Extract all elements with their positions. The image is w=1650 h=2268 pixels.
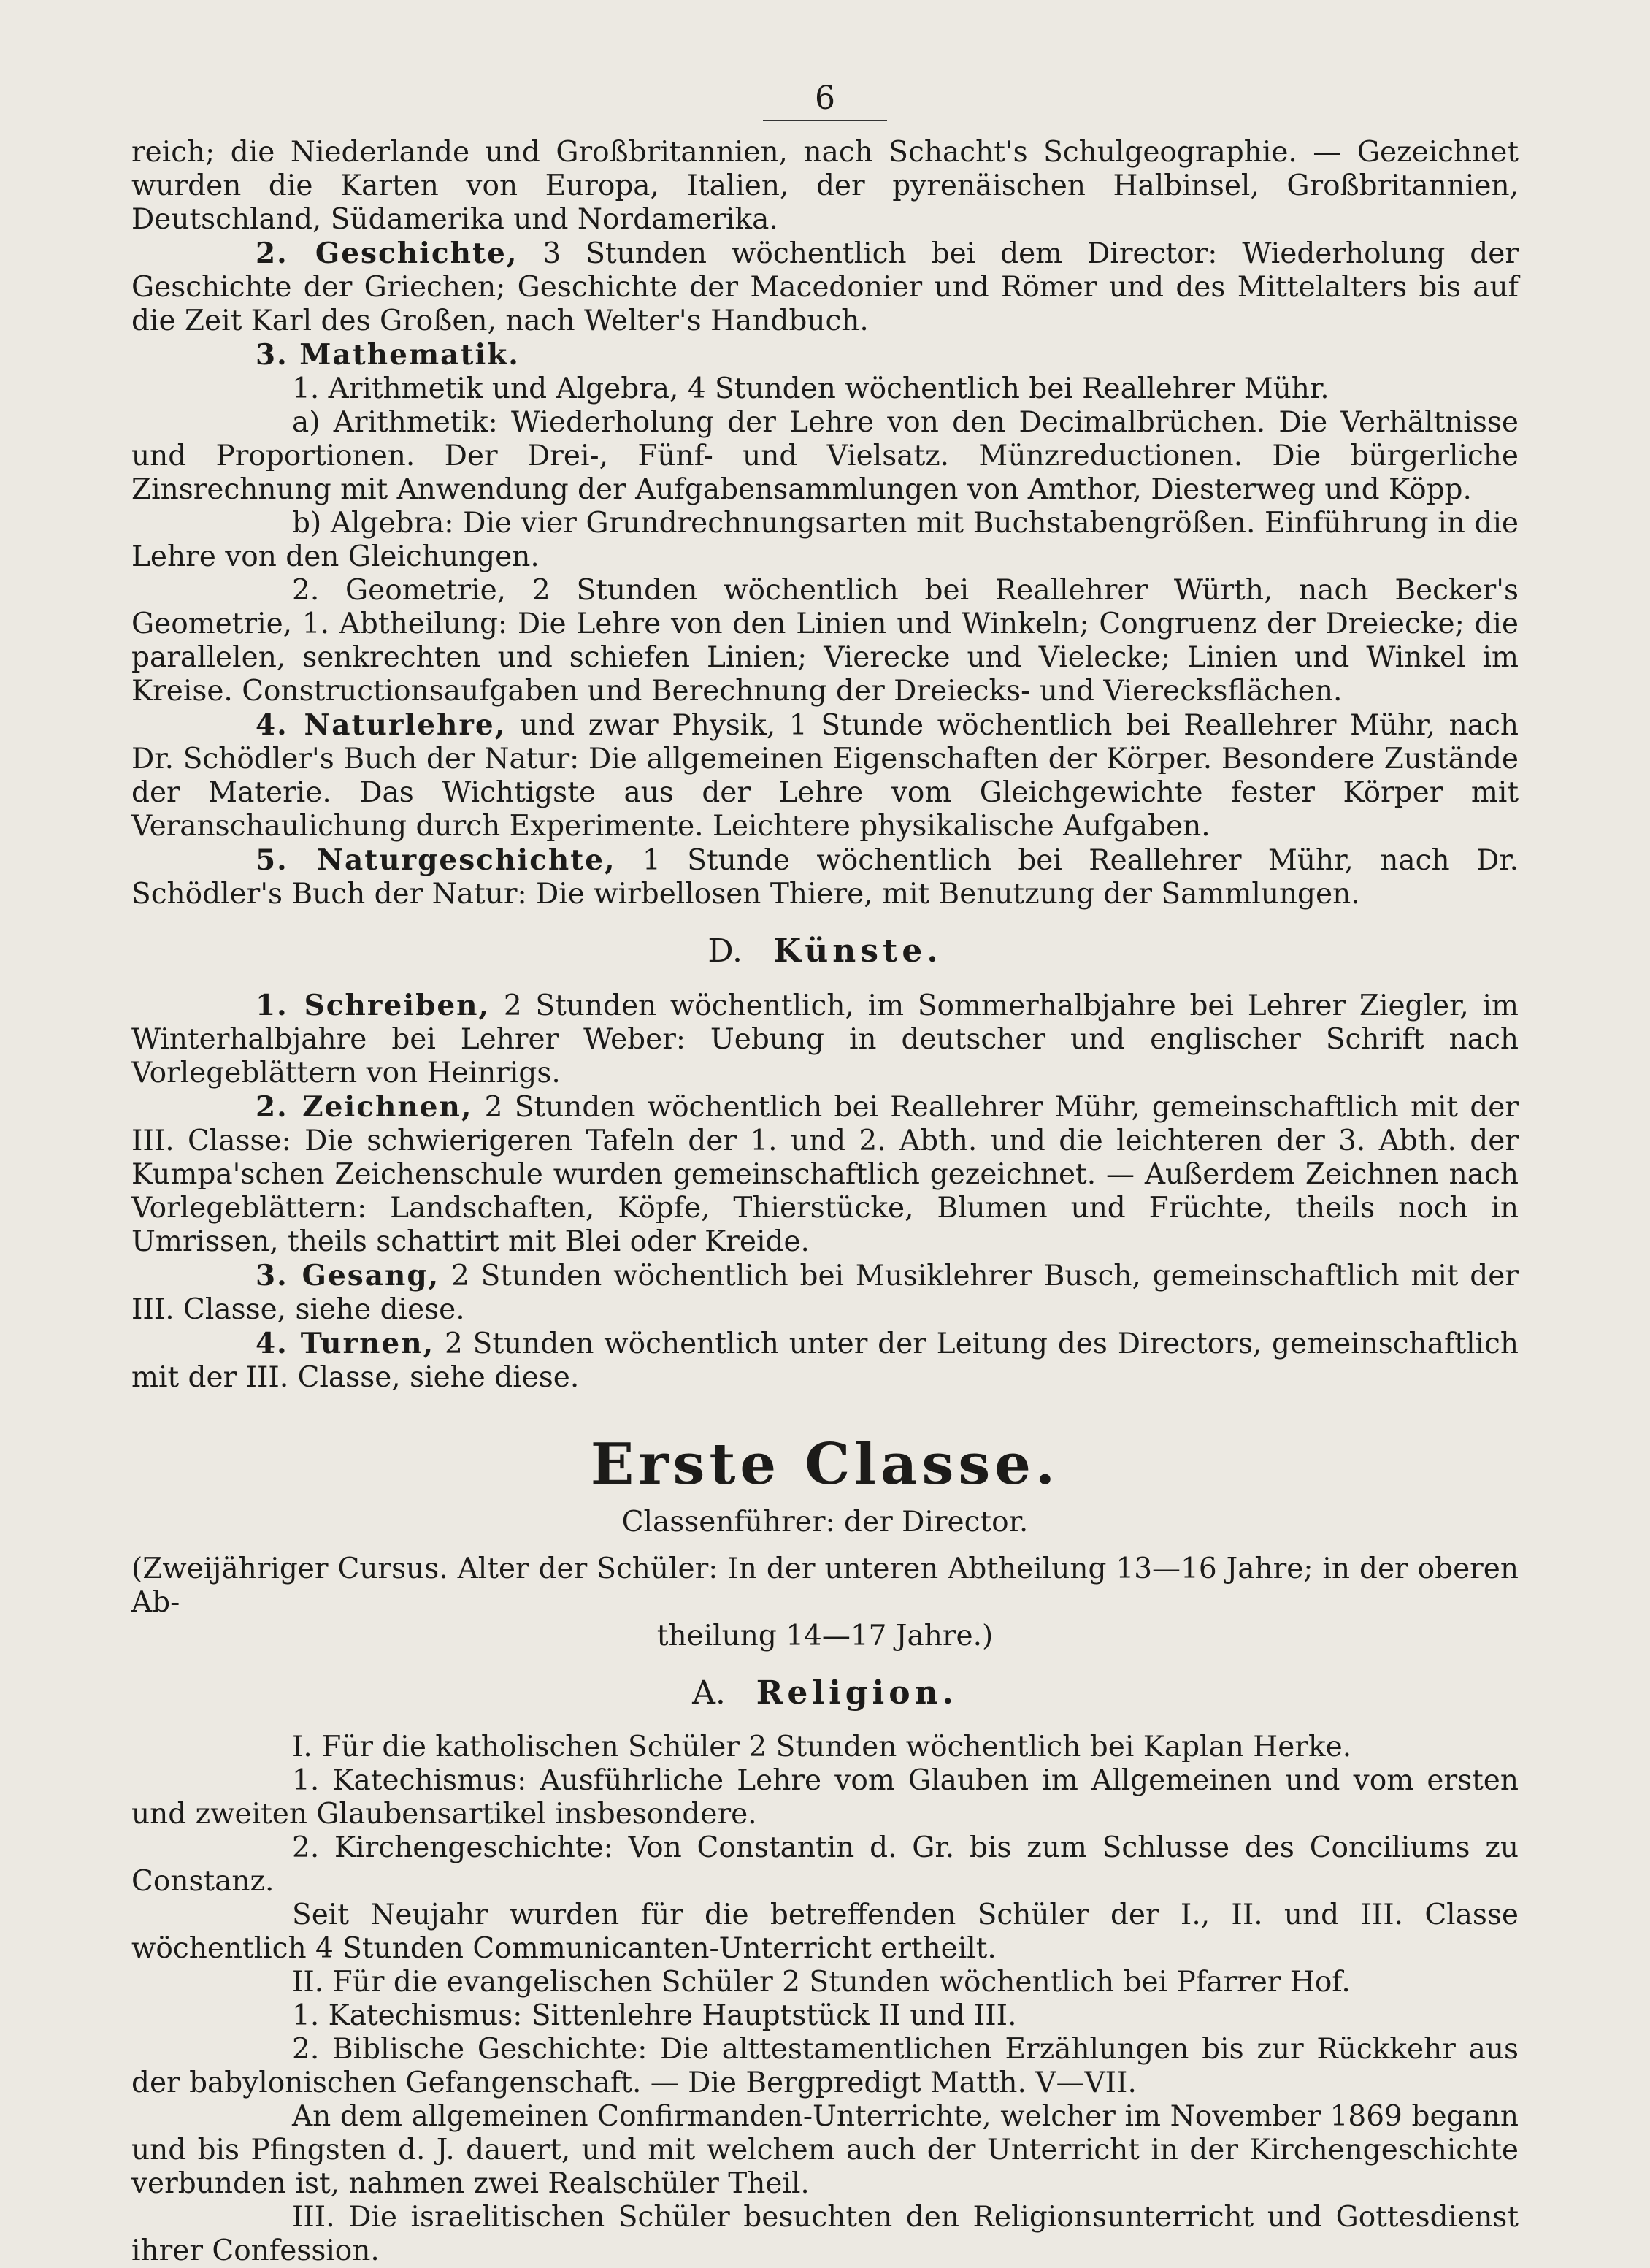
text-naturlehre: und zwar Physik, 1 Stunde wöchentlich bei Reallehrer Mühr, nach Dr. Schödler's Buch der Natur: Die allgemeinen Eigenschaften der Körper. Besondere Zustände der Materie. Das Wichtigste aus der Lehre vom Gleichgewichte fester Körper mit Veranschaulichung durch Experimente. Leichtere physikalische Aufgaben.: [131, 709, 1519, 843]
heading-geschichte: 2. Geschichte,: [256, 237, 518, 270]
document-page: [131, 80, 1519, 2267]
paragraph-arithmetik-algebra: 1. Arithmetik und Algebra, 4 Stunden wöchentlich bei Reallehrer Mühr.: [292, 372, 1329, 405]
text-naturgeschichte: 1 Stunde wöchentlich bei Reallehrer Mühr, nach Dr. Schödler's Buch der Natur: Die wirbellosen Thiere, mit Benutzung der Sammlungen.: [131, 844, 1519, 911]
paragraph-confirmanden: An dem allgemeinen Confirmanden-Unterrichte, welcher im November 1869 begann und bis Pfingsten d. J. dauert, und mit welchem auch der Unterricht in der Kirchengeschichte verbunden ist, nahmen zwei Realschüler Theil.: [131, 2100, 1519, 2200]
paragraph-catholic: I. Für die katholischen Schüler 2 Stunden wöchentlich bei Kaplan Herke.: [292, 1731, 1352, 1763]
paragraph-geschichte: [131, 237, 1519, 338]
paragraph-geography-end: reich; die Niederlande und Großbritannien, nach Schacht's Schulgeographie. — Gezeichnet wurden die Karten von Europa, Italien, der pyrenäischen Halbinsel, Großbritannien, Deutschland, Südamerika und Nordamerika.: [131, 136, 1519, 236]
section-title-religion: Religion.: [756, 1674, 958, 1712]
paragraph-naturlehre: [131, 708, 1519, 843]
heading-naturgeschichte: 5. Naturgeschichte,: [256, 843, 616, 877]
paragraph-gesang: [131, 1259, 1519, 1327]
heading-zeichnen: 2. Zeichnen,: [256, 1090, 473, 1124]
cursus-line-2: theilung 14—17 Jahre.): [656, 1620, 994, 1652]
heading-turnen: 4. Turnen,: [256, 1327, 435, 1360]
text-zeichnen: 2 Stunden wöchentlich bei Reallehrer Mühr, gemeinschaftlich mit der III. Classe: Die schwierigeren Tafeln der 1. und 2. Abth. und die leichteren der 3. Abth. der Kumpa'schen Zeichenschule wurden gemeinschaftlich gezeichnet. — Außerdem Zeichnen nach Vorlegeblättern: Landschaften, Köpfe, Thierstücke, Blumen und Früchte, theils noch in Umrissen, theils schattirt mit Blei oder Kreide.: [131, 1091, 1519, 1258]
section-heading-religion: [131, 1672, 1519, 1715]
paragraph-arithmetik: a) Arithmetik: Wiederholung der Lehre von den Decimalbrüchen. Die Verhältnisse und Proportionen. Der Drei-, Fünf- und Vielsatz. Münzreductionen. Die bürgerliche Zinsrechnung mit Anwendung der Aufgabensammlungen von Amthor, Diesterweg und Köpp.: [131, 406, 1519, 506]
heading-naturlehre: 4. Naturlehre,: [256, 708, 507, 742]
paragraph-israelitisch: III. Die israelitischen Schüler besuchten den Religionsunterricht und Gottesdienst ihrer Confession.: [131, 2201, 1519, 2267]
section-letter-d: D.: [707, 932, 743, 970]
paragraph-naturgeschichte: [131, 843, 1519, 911]
page-number: 6: [815, 80, 835, 117]
section-heading-kuenste: [131, 930, 1519, 973]
section-title-kuenste: Künste.: [773, 932, 943, 970]
text-geschichte: 3 Stunden wöchentlich bei dem Director: Wiederholung der Geschichte der Griechen; Geschichte der Macedonier und Römer und des Mittelalters bis auf die Zeit Karl des Großen, nach Welter's Handbuch.: [131, 237, 1519, 337]
paragraph-geometrie: 2. Geometrie, 2 Stunden wöchentlich bei Reallehrer Würth, nach Becker's Geometrie, 1. Abtheilung: Die Lehre von den Linien und Winkeln; Congruenz der Dreiecke; die parallelen, senkrechten und schiefen Linien; Vierecke und Vielecke; Linien und Winkel im Kreise. Constructionsaufgaben und Berechnung der Dreiecks- und Vierecksflächen.: [131, 574, 1519, 708]
heading-gesang: 3. Gesang,: [256, 1259, 440, 1292]
text-schreiben: 2 Stunden wöchentlich, im Sommerhalbjahre bei Lehrer Ziegler, im Winterhalbjahre bei Lehrer Weber: Uebung in deutscher und englischer Schrift nach Vorlegeblättern von Heinrigs.: [131, 989, 1519, 1089]
paragraph-zeichnen: [131, 1090, 1519, 1259]
paragraph-schreiben: [131, 989, 1519, 1090]
paragraph-biblische-geschichte: 2. Biblische Geschichte: Die alttestamentlichen Erzählungen bis zur Rückkehr aus der babylonischen Gefangenschaft. — Die Bergpredigt Matth. V—VII.: [131, 2033, 1519, 2099]
paragraph-kirchengeschichte: 2. Kirchengeschichte: Von Constantin d. Gr. bis zum Schlusse des Conciliums zu Constanz.: [131, 1831, 1519, 1898]
paragraph-communicanten: Seit Neujahr wurden für die betreffenden Schüler der I., II. und III. Classe wöchentlich 4 Stunden Communicanten-Unterricht ertheilt.: [131, 1899, 1519, 1965]
class-leader: Classenführer: der Director.: [621, 1506, 1029, 1539]
section-letter-a: A.: [692, 1674, 726, 1712]
text-gesang: 2 Stunden wöchentlich bei Musiklehrer Busch, gemeinschaftlich mit der III. Classe, siehe diese.: [131, 1260, 1519, 1326]
paragraph-turnen: [131, 1327, 1519, 1395]
cursus-line-1: (Zweijähriger Cursus. Alter der Schüler: In der unteren Abtheilung 13—16 Jahre; in der oberen Ab-: [131, 1552, 1519, 1619]
text-turnen: 2 Stunden wöchentlich unter der Leitung des Directors, gemeinschaftlich mit der III. Classe, siehe diese.: [131, 1328, 1519, 1394]
heading-mathematik: 3. Mathematik.: [256, 338, 520, 372]
class-title: Erste Classe.: [590, 1431, 1060, 1498]
heading-schreiben: 1. Schreiben,: [256, 989, 491, 1022]
paragraph-algebra: b) Algebra: Die vier Grundrechnungsarten mit Buchstabengrößen. Einführung in die Lehre von den Gleichungen.: [131, 507, 1519, 573]
paragraph-evangelical: II. Für die evangelischen Schüler 2 Stunden wöchentlich bei Pfarrer Hof.: [292, 1966, 1351, 1999]
header-rule: [763, 120, 887, 121]
paragraph-katechismus: 1. Katechismus: Ausführliche Lehre vom Glauben im Allgemeinen und vom ersten und zweiten Glaubensartikel insbesondere.: [131, 1764, 1519, 1831]
paragraph-sittenlehre: 1. Katechismus: Sittenlehre Hauptstück II und III.: [292, 1999, 1017, 2032]
